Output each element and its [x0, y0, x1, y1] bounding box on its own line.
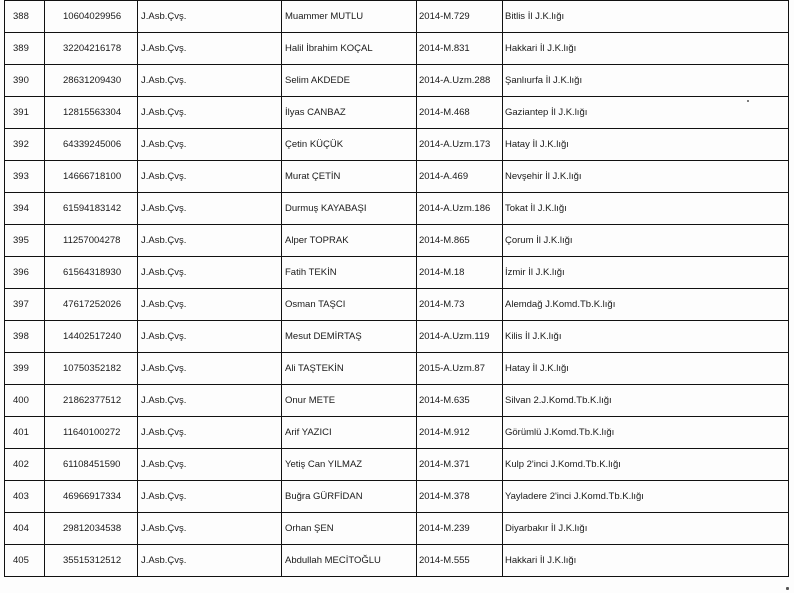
full-name-cell: Orhan ŞEN — [282, 513, 417, 545]
table-row — [5, 257, 789, 289]
full-name-cell: Abdullah MECİTOĞLU — [282, 545, 417, 577]
table-row — [5, 65, 789, 97]
id-number-cell: 32204216178 — [45, 33, 138, 65]
registry-code-cell: 2015-A.Uzm.87 — [417, 353, 503, 385]
registry-code-cell: 2014-M.555 — [417, 545, 503, 577]
rank-cell: J.Asb.Çvş. — [138, 353, 282, 385]
full-name-cell: Mesut DEMİRTAŞ — [282, 321, 417, 353]
full-name-cell: Çetin KÜÇÜK — [282, 129, 417, 161]
unit-name-cell: Diyarbakır İl J.K.lığı — [503, 513, 789, 545]
table-row — [5, 225, 789, 257]
row-number-cell: 398 — [5, 321, 45, 353]
personnel-table — [4, 0, 789, 577]
registry-code-cell: 2014-A.469 — [417, 161, 503, 193]
rank-cell: J.Asb.Çvş. — [138, 65, 282, 97]
registry-code-cell: 2014-A.Uzm.186 — [417, 193, 503, 225]
registry-code-cell: 2014-A.Uzm.119 — [417, 321, 503, 353]
rank-cell: J.Asb.Çvş. — [138, 33, 282, 65]
full-name-cell: Murat ÇETİN — [282, 161, 417, 193]
table-row — [5, 161, 789, 193]
row-number-cell: 393 — [5, 161, 45, 193]
row-number-cell: 401 — [5, 417, 45, 449]
table-row — [5, 33, 789, 65]
registry-code-cell: 2014-M.73 — [417, 289, 503, 321]
unit-name-cell: Nevşehir İl J.K.lığı — [503, 161, 789, 193]
full-name-cell: Fatih TEKİN — [282, 257, 417, 289]
full-name-cell: İlyas CANBAZ — [282, 97, 417, 129]
unit-name-cell: Tokat İl J.K.lığı — [503, 193, 789, 225]
id-number-cell: 46966917334 — [45, 481, 138, 513]
table-row — [5, 513, 789, 545]
registry-code-cell: 2014-M.912 — [417, 417, 503, 449]
table-row — [5, 1, 789, 33]
unit-name-cell: Bitlis İl J.K.lığı — [503, 1, 789, 33]
rank-cell: J.Asb.Çvş. — [138, 225, 282, 257]
full-name-cell: Alper TOPRAK — [282, 225, 417, 257]
full-name-cell: Osman TAŞCI — [282, 289, 417, 321]
id-number-cell: 61564318930 — [45, 257, 138, 289]
scan-speck — [747, 100, 749, 102]
table-row — [5, 417, 789, 449]
registry-code-cell: 2014-M.635 — [417, 385, 503, 417]
rank-cell: J.Asb.Çvş. — [138, 481, 282, 513]
unit-name-cell: Silvan 2.J.Komd.Tb.K.lığı — [503, 385, 789, 417]
row-number-cell: 403 — [5, 481, 45, 513]
row-number-cell: 400 — [5, 385, 45, 417]
rank-cell: J.Asb.Çvş. — [138, 257, 282, 289]
table-row — [5, 97, 789, 129]
id-number-cell: 14402517240 — [45, 321, 138, 353]
unit-name-cell: Çorum İl J.K.lığı — [503, 225, 789, 257]
table-row — [5, 481, 789, 513]
row-number-cell: 390 — [5, 65, 45, 97]
personnel-table-body — [5, 1, 789, 577]
id-number-cell: 11257004278 — [45, 225, 138, 257]
unit-name-cell: Hakkari İl J.K.lığı — [503, 545, 789, 577]
id-number-cell: 14666718100 — [45, 161, 138, 193]
table-row — [5, 385, 789, 417]
id-number-cell: 10750352182 — [45, 353, 138, 385]
registry-code-cell: 2014-M.729 — [417, 1, 503, 33]
row-number-cell: 391 — [5, 97, 45, 129]
rank-cell: J.Asb.Çvş. — [138, 289, 282, 321]
rank-cell: J.Asb.Çvş. — [138, 385, 282, 417]
registry-code-cell: 2014-M.378 — [417, 481, 503, 513]
unit-name-cell: Yayladere 2'inci J.Komd.Tb.K.lığı — [503, 481, 789, 513]
table-row — [5, 321, 789, 353]
full-name-cell: Buğra GÜRFİDAN — [282, 481, 417, 513]
full-name-cell: Durmuş KAYABAŞI — [282, 193, 417, 225]
table-row — [5, 193, 789, 225]
full-name-cell: Yetiş Can YILMAZ — [282, 449, 417, 481]
table-row — [5, 449, 789, 481]
row-number-cell: 396 — [5, 257, 45, 289]
id-number-cell: 11640100272 — [45, 417, 138, 449]
unit-name-cell: Kulp 2'inci J.Komd.Tb.K.lığı — [503, 449, 789, 481]
row-number-cell: 397 — [5, 289, 45, 321]
row-number-cell: 388 — [5, 1, 45, 33]
table-row — [5, 289, 789, 321]
id-number-cell: 61594183142 — [45, 193, 138, 225]
rank-cell: J.Asb.Çvş. — [138, 129, 282, 161]
unit-name-cell: Hatay İl J.K.lığı — [503, 129, 789, 161]
unit-name-cell: Hakkari İl J.K.lığı — [503, 33, 789, 65]
id-number-cell: 29812034538 — [45, 513, 138, 545]
full-name-cell: Onur METE — [282, 385, 417, 417]
unit-name-cell: Gaziantep İl J.K.lığı — [503, 97, 789, 129]
rank-cell: J.Asb.Çvş. — [138, 417, 282, 449]
unit-name-cell: Alemdağ J.Komd.Tb.K.lığı — [503, 289, 789, 321]
row-number-cell: 402 — [5, 449, 45, 481]
registry-code-cell: 2014-M.865 — [417, 225, 503, 257]
row-number-cell: 392 — [5, 129, 45, 161]
full-name-cell: Ali TAŞTEKİN — [282, 353, 417, 385]
full-name-cell: Halil İbrahim KOÇAL — [282, 33, 417, 65]
row-number-cell: 405 — [5, 545, 45, 577]
row-number-cell: 394 — [5, 193, 45, 225]
id-number-cell: 10604029956 — [45, 1, 138, 33]
id-number-cell: 28631209430 — [45, 65, 138, 97]
unit-name-cell: Şanlıurfa İl J.K.lığı — [503, 65, 789, 97]
id-number-cell: 61108451590 — [45, 449, 138, 481]
rank-cell: J.Asb.Çvş. — [138, 161, 282, 193]
table-row — [5, 353, 789, 385]
registry-code-cell: 2014-A.Uzm.288 — [417, 65, 503, 97]
registry-code-cell: 2014-A.Uzm.173 — [417, 129, 503, 161]
registry-code-cell: 2014-M.239 — [417, 513, 503, 545]
registry-code-cell: 2014-M.468 — [417, 97, 503, 129]
id-number-cell: 47617252026 — [45, 289, 138, 321]
table-row — [5, 545, 789, 577]
full-name-cell: Arif YAZICI — [282, 417, 417, 449]
registry-code-cell: 2014-M.18 — [417, 257, 503, 289]
unit-name-cell: Görümlü J.Komd.Tb.K.lığı — [503, 417, 789, 449]
row-number-cell: 395 — [5, 225, 45, 257]
unit-name-cell: Hatay İl J.K.lığı — [503, 353, 789, 385]
table-row — [5, 129, 789, 161]
row-number-cell: 389 — [5, 33, 45, 65]
full-name-cell: Muammer MUTLU — [282, 1, 417, 33]
row-number-cell: 399 — [5, 353, 45, 385]
scan-speck — [786, 587, 789, 590]
rank-cell: J.Asb.Çvş. — [138, 513, 282, 545]
full-name-cell: Selim AKDEDE — [282, 65, 417, 97]
id-number-cell: 21862377512 — [45, 385, 138, 417]
rank-cell: J.Asb.Çvş. — [138, 321, 282, 353]
id-number-cell: 64339245006 — [45, 129, 138, 161]
id-number-cell: 12815563304 — [45, 97, 138, 129]
row-number-cell: 404 — [5, 513, 45, 545]
rank-cell: J.Asb.Çvş. — [138, 97, 282, 129]
registry-code-cell: 2014-M.371 — [417, 449, 503, 481]
rank-cell: J.Asb.Çvş. — [138, 1, 282, 33]
unit-name-cell: İzmir İl J.K.lığı — [503, 257, 789, 289]
unit-name-cell: Kilis İl J.K.lığı — [503, 321, 789, 353]
rank-cell: J.Asb.Çvş. — [138, 193, 282, 225]
rank-cell: J.Asb.Çvş. — [138, 449, 282, 481]
rank-cell: J.Asb.Çvş. — [138, 545, 282, 577]
id-number-cell: 35515312512 — [45, 545, 138, 577]
registry-code-cell: 2014-M.831 — [417, 33, 503, 65]
